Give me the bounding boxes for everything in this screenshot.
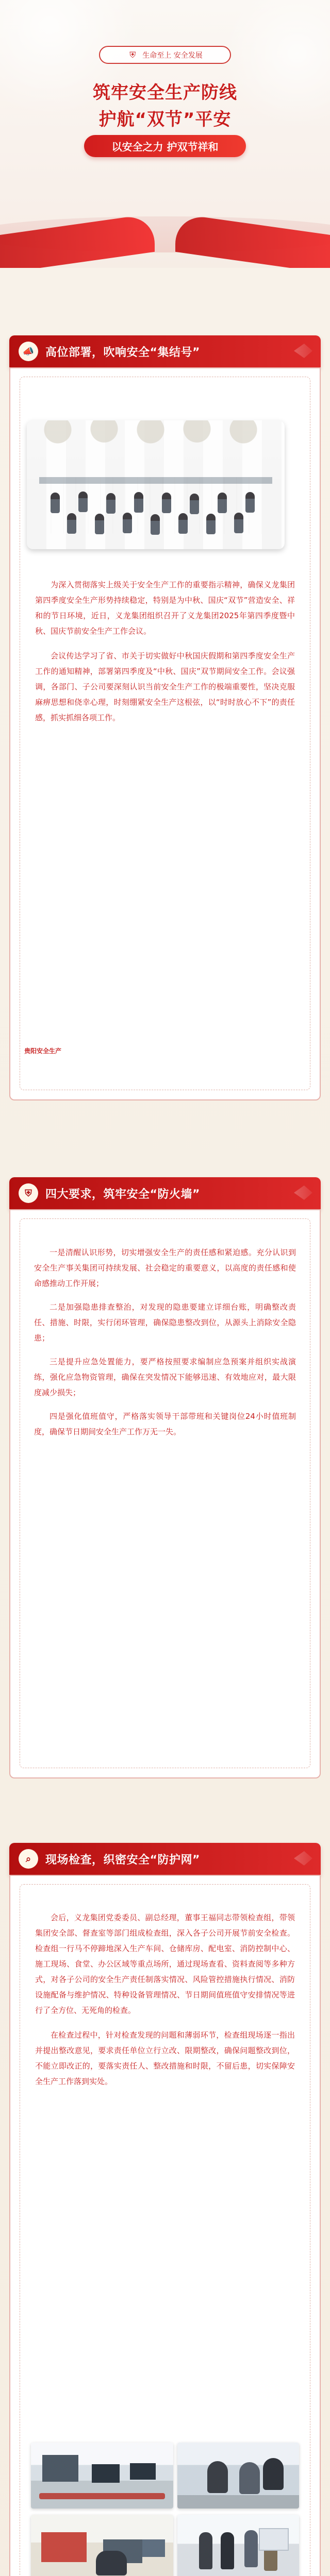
attendee-figure	[151, 514, 160, 535]
section-1-paragraph-1: 为深入贯彻落实上级关于安全生产工作的重要指示精神，确保义龙集团第四季度安全生产形势持续稳定，特别是为中秋、国庆“双节”营造安全、祥和的节日环境，近日，义龙集团组织召开了义龙集团2025年第四季度暨中秋、国庆节前安全生产工作会议。	[35, 580, 295, 636]
section-title-2: 四大要求，筑牢安全“防火墙”	[45, 1188, 200, 1201]
inspection-photo	[31, 2515, 173, 2576]
inspection-photo	[31, 2443, 173, 2509]
source-tag: 贵阳安全生产	[22, 1046, 64, 1055]
attendee-figure	[234, 513, 243, 533]
inspection-scene	[177, 2515, 299, 2576]
section-1-paragraph-2: 会议传达学习了省、市关于切实做好中秋国庆假期和第四季度安全生产工作的通知精神，部署第四季度及“中秋、国庆”双节期间安全工作。会议强调，各部门、子公司要深刻认识当前安全生产工作的极端重要性，坚决克服麻痹思想和侥幸心理，时刻绷紧安全生产这根弦，以“时时放心不下”的责任感，抓实抓细各项工作。	[35, 651, 295, 722]
inspection-photo	[177, 2515, 299, 2576]
inspection-scene	[31, 2515, 173, 2576]
section-title-1: 高位部署，吹响安全“集结号”	[45, 346, 200, 359]
hero-title-line2: 护航“双节”平安	[98, 109, 232, 130]
shield-icon: ⛨	[19, 1183, 38, 1203]
attendee-figure	[206, 514, 216, 534]
section-heading-1	[9, 335, 321, 367]
hero-ribbon-left	[0, 213, 155, 268]
inspection-photo	[177, 2443, 299, 2509]
attendee-figure	[134, 492, 143, 513]
requirement-2: 二是加强隐患排查整治，对发现的隐患要建立详细台账，明确整改责任、措施、时限，实行闭环管理，确保隐患整改到位，从源头上消除安全隐患；	[34, 1302, 296, 1343]
attendee-figure	[123, 513, 132, 533]
attendee-figure	[95, 514, 104, 534]
inspection-gallery	[31, 2443, 299, 2576]
attendee-figure	[218, 493, 227, 513]
hero-banner	[0, 0, 330, 268]
attendee-figure	[178, 513, 188, 534]
requirement-3: 三是提升应急处置能力，要严格按照要求编制应急预案并组织实战演练，强化应急物资管理，确保在突发情况下能够迅速、有效地应对，最大限度减少损失；	[34, 1357, 296, 1397]
requirement-1: 一是清醒认识形势，切实增强安全生产的责任感和紧迫感。充分认识到安全生产事关集团可持续发展、社会稳定的重要意义，以高度的责任感和使命感推动工作开展；	[34, 1248, 296, 1288]
shield-icon: ⛨	[129, 49, 136, 60]
inspection-scene	[31, 2443, 173, 2509]
search-shield-icon: ⌕	[19, 1849, 38, 1869]
attendee-figure	[162, 493, 171, 513]
meeting-scene	[27, 420, 285, 549]
hero-title-line1: 筑牢安全生产防线	[93, 82, 237, 103]
section-heading-2	[9, 1177, 321, 1209]
hero-ribbon-right	[175, 213, 330, 268]
hero-slogan: 生命至上 安全发展	[142, 51, 203, 60]
slogan-pill	[99, 46, 231, 64]
attendee-figure	[51, 493, 60, 513]
section-2-body	[34, 1245, 296, 1448]
attendee-figure	[106, 493, 116, 514]
section-title-3: 现场检查，织密安全“防护网”	[45, 1853, 200, 1867]
requirement-4: 四是强化值班值守，严格落实领导干部带班和关键岗位24小时值班制度，确保节日期间安全生产工作万无一失。	[34, 1412, 296, 1436]
attendee-figure	[78, 492, 88, 512]
megaphone-icon: 📣	[19, 342, 38, 361]
attendee-figure	[245, 492, 255, 513]
attendee-figure	[67, 513, 76, 534]
inspection-scene	[177, 2443, 299, 2509]
section-3-paragraph-2: 在检查过程中，针对检查发现的问题和薄弱环节，检查组现场逐一指出并提出整改意见，要求责任单位立行立改、限期整改，确保问题整改到位，不能立即改正的，要落实责任人、整改措施和时限，不留后患，切实保障安全生产工作落到实处。	[35, 2030, 295, 2086]
audience-rows	[41, 478, 270, 534]
hero-badge: 以安全之力 护双节祥和	[84, 135, 246, 157]
section-3-body	[35, 1910, 295, 2098]
meeting-photo	[27, 420, 285, 549]
section-heading-3	[9, 1843, 321, 1875]
attendee-figure	[190, 494, 199, 514]
section-3-paragraph-1: 会后，义龙集团党委委员、副总经理，董事王福同志带领检查组，带领集团安全部、督查室等部门组成检查组，深入各子公司开展节前安全检查。检查组一行马不停蹄地深入生产车间、仓储库房、配电室、消防控制中心、施工现场、食堂、办公区域等重点场所，通过现场查看、资料查阅等多种方式，对各子公司的安全生产责任制落实情况、风险管控措施执行情况、消防设施配备与维护情况、特种设备管理情况、节日期间值班值守安排情况等进行了全方位、无死角的检查。	[35, 1913, 295, 2015]
section-1-body	[35, 577, 295, 735]
